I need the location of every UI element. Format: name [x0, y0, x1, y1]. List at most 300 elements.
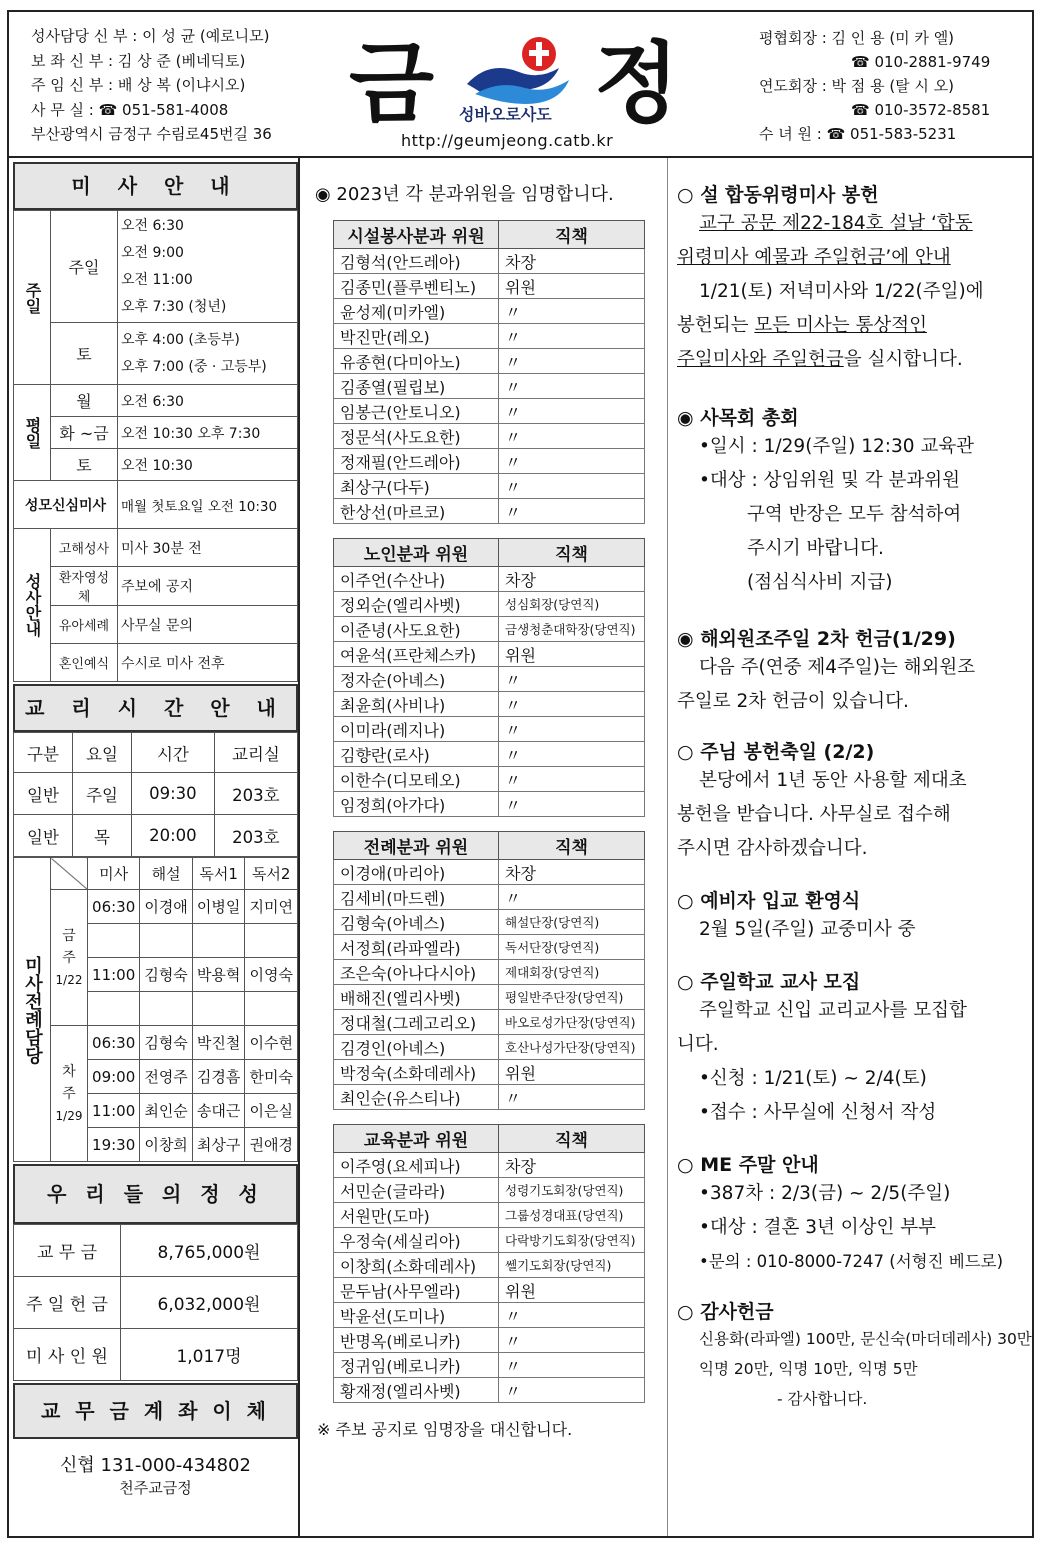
notice-line: 주일로 2차 헌금이 있습니다. — [677, 691, 909, 712]
member-role: 차장 — [499, 860, 645, 885]
account-title: 교 무 금 계 좌 이 체 — [13, 1383, 298, 1439]
tue-fri-label: 화 ~금 — [51, 417, 118, 449]
roles-cell: 06:30 — [88, 1026, 140, 1060]
committee-table — [333, 220, 645, 524]
saturday-times — [118, 323, 298, 385]
monday-time: 오전 6:30 — [118, 385, 298, 417]
member-role: 〃 — [499, 1328, 645, 1353]
notice-body — [677, 994, 1029, 1130]
notice-title: ○ ME 주말 안내 — [677, 1154, 819, 1176]
mass-schedule-table — [13, 210, 298, 682]
notice-line: 다음 주(연중 제4주일)는 해외원조 — [699, 657, 976, 678]
roles-cell: 송대근 — [192, 1094, 245, 1128]
this-week-label — [51, 890, 88, 1026]
table-row — [334, 592, 645, 617]
member-name: 정재필(안드레아) — [334, 449, 499, 474]
roles-header: 해설 — [140, 858, 193, 890]
member-role: 제대회장(당연직) — [499, 960, 645, 985]
catechism-header: 교리실 — [214, 733, 297, 773]
saturday-weekday-label: 토 — [51, 449, 118, 481]
roles-cell: 11:00 — [88, 1094, 140, 1128]
table-row — [334, 1303, 645, 1328]
member-name: 서원만(도마) — [334, 1203, 499, 1228]
member-name: 이경애(마리아) — [334, 860, 499, 885]
table-row — [334, 985, 645, 1010]
middle-column — [305, 162, 667, 1440]
offering-table — [13, 1224, 298, 1381]
member-role: 〃 — [499, 1353, 645, 1378]
member-name: 최인순(유스티나) — [334, 1085, 499, 1110]
table-row — [334, 642, 645, 667]
roles-cell: 권애경 — [245, 1128, 298, 1162]
table-row — [334, 567, 645, 592]
table-row — [334, 349, 645, 374]
member-role: 〃 — [499, 885, 645, 910]
member-role: 독서단장(당연직) — [499, 935, 645, 960]
roles-cell — [245, 924, 298, 958]
roles-cell: 이병일 — [192, 890, 245, 924]
notice-line: 주시면 감사하겠습니다. — [677, 838, 868, 859]
header-left-line: 보 좌 신 부 : 김 상 준 (베네딕토) — [31, 51, 246, 70]
catechism-cell: 일반 — [14, 815, 73, 857]
notice-line: 봉헌되는 — [677, 315, 755, 336]
sacrament-label: 고해성사 — [51, 529, 118, 567]
member-role: 〃 — [499, 349, 645, 374]
member-name: 김형숙(아녜스) — [334, 910, 499, 935]
roles-cell: 최인순 — [140, 1094, 193, 1128]
sacrament-info: 미사 30분 전 — [118, 529, 298, 567]
notice-title: ○ 주님 봉헌축일 (2/2) — [677, 741, 875, 763]
member-name: 한상선(마르코) — [334, 499, 499, 524]
table-row — [334, 860, 645, 885]
member-name: 배해진(엘리사벳) — [334, 985, 499, 1010]
notice-line: •대상 : 결혼 3년 이상인 부부 — [699, 1217, 937, 1238]
roles-cell: 전영주 — [140, 1060, 193, 1094]
notice-line: 본당에서 1년 동안 사용할 제대초 — [699, 770, 967, 791]
member-role: 〃 — [499, 324, 645, 349]
roles-cell — [245, 992, 298, 1026]
member-name: 정외순(엘리사벳) — [334, 592, 499, 617]
header-right-phone: ☎ 010-3572-8581 — [851, 101, 991, 119]
liturgy-roles-table — [13, 857, 298, 1162]
roles-cell: 김형숙 — [140, 1026, 193, 1060]
notice-line: 주시기 바랍니다. — [747, 538, 884, 559]
member-name: 김종민(플루벤티노) — [334, 274, 499, 299]
committee-title: 시설봉사분과 위원 — [334, 221, 499, 249]
notice-line: 구역 반장은 모두 참석하여 — [747, 504, 962, 525]
roles-cell: 11:00 — [88, 958, 140, 992]
table-row — [334, 1178, 645, 1203]
catechism-header: 시간 — [132, 733, 215, 773]
offering-title: 우 리 들 의 정 성 — [13, 1164, 298, 1224]
table-row — [334, 1085, 645, 1110]
account-info — [13, 1439, 298, 1498]
member-name: 정대철(그레고리오) — [334, 1010, 499, 1035]
header-right-phone: ☎ 010-2881-9749 — [851, 53, 991, 71]
notice-line: 신용화(라파엘) 100만, 문신숙(마더데레사) 30만 — [699, 1330, 1032, 1348]
column-divider — [298, 158, 300, 1536]
roles-cell: 이영숙 — [245, 958, 298, 992]
table-row — [334, 667, 645, 692]
appointment-tables — [305, 220, 667, 1403]
notice-body — [677, 207, 1029, 377]
header-right-line: 수 녀 원 : ☎ 051-583-5231 — [759, 125, 957, 143]
notice-line: 위령미사 예물과 주일헌금’에 안내 — [677, 247, 951, 268]
roles-cell — [88, 924, 140, 958]
notice-body — [677, 913, 1029, 947]
header-left-line: 사 무 실 : ☎ 051-581-4008 — [31, 100, 229, 119]
next-week-date: 1/29 — [55, 1108, 83, 1123]
notice-title: ○ 예비자 입교 환영식 — [677, 890, 861, 912]
member-role: 〃 — [499, 692, 645, 717]
table-row — [334, 1253, 645, 1278]
table-row — [334, 1010, 645, 1035]
council-info — [759, 26, 990, 146]
saturday-weekday-time: 오전 10:30 — [118, 449, 298, 481]
sacrament-info: 수시로 미사 전후 — [118, 644, 298, 682]
member-name: 여윤석(프란체스카) — [334, 642, 499, 667]
offering-label: 교 무 금 — [14, 1225, 121, 1277]
roles-cell: 최상구 — [192, 1128, 245, 1162]
member-role: 차장 — [499, 249, 645, 274]
member-role: 위원 — [499, 1060, 645, 1085]
notice-line: 주일미사와 주일헌금 — [677, 349, 844, 370]
notice-line: •일시 : 1/29(주일) 12:30 교육관 — [699, 436, 975, 457]
catechism-cell: 203호 — [214, 815, 297, 857]
member-role: 〃 — [499, 424, 645, 449]
table-row — [334, 274, 645, 299]
roles-cell: 김경흠 — [192, 1060, 245, 1094]
notice-body — [677, 1324, 1032, 1414]
table-row — [334, 960, 645, 985]
notice-title: ○ 주일학교 교사 모집 — [677, 971, 861, 993]
account-number: 신협 131-000-434802 — [60, 1455, 251, 1476]
table-row — [334, 1060, 645, 1085]
role-header: 직책 — [499, 1125, 645, 1153]
roles-cell: 19:30 — [88, 1128, 140, 1162]
role-header: 직책 — [499, 221, 645, 249]
sacrament-info: 주보에 공지 — [118, 567, 298, 606]
catechism-cell: 일반 — [14, 773, 73, 815]
catechism-cell: 주일 — [73, 773, 132, 815]
member-name: 서민순(글라라) — [334, 1178, 499, 1203]
member-role: 〃 — [499, 667, 645, 692]
member-name: 서정희(라파엘라) — [334, 935, 499, 960]
table-row — [334, 1153, 645, 1178]
this-week-text: 금주 — [62, 927, 76, 966]
member-name: 김경인(아녜스) — [334, 1035, 499, 1060]
roles-cell — [140, 992, 193, 1026]
member-name: 임정희(아가다) — [334, 792, 499, 817]
member-role: 바오로성가단장(당연직) — [499, 1010, 645, 1035]
table-row — [334, 717, 645, 742]
notice-line: •387차 : 2/3(금) ~ 2/5(주일) — [699, 1183, 951, 1204]
roles-header: 미사 — [88, 858, 140, 890]
roles-header: 독서2 — [245, 858, 298, 890]
committee-table — [333, 538, 645, 817]
table-row — [334, 792, 645, 817]
roles-cell — [192, 992, 245, 1026]
member-role: 금생청춘대학장(당연직) — [499, 617, 645, 642]
committee-title: 교육분과 위원 — [334, 1125, 499, 1153]
monday-label: 월 — [51, 385, 118, 417]
tue-fri-time: 오전 10:30 오후 7:30 — [118, 417, 298, 449]
member-name: 김종열(필립보) — [334, 374, 499, 399]
notice-line: •문의 : 010-8000-7247 (서형진 베드로) — [699, 1252, 1004, 1271]
table-row — [334, 935, 645, 960]
next-week-label — [51, 1026, 88, 1162]
member-role: 〃 — [499, 717, 645, 742]
roles-cell — [140, 924, 193, 958]
member-role: 차장 — [499, 1153, 645, 1178]
offering-value: 6,032,000원 — [121, 1277, 298, 1329]
member-name: 정귀임(베로니카) — [334, 1353, 499, 1378]
heart-mass-label: 성모신심미사 — [14, 481, 118, 529]
member-role: 쎌기도회장(당연직) — [499, 1253, 645, 1278]
table-row — [334, 617, 645, 642]
header — [9, 12, 1032, 158]
header-left-line: 성사담당 신 부 : 이 성 균 (예로니모) — [31, 27, 270, 45]
logo-char-right: 정 — [594, 32, 680, 135]
notice-line: 2월 5일(주일) 교중미사 중 — [699, 919, 916, 940]
table-row — [334, 742, 645, 767]
notice-line: 1/21(토) 저녁미사와 1/22(주일)에 — [699, 281, 984, 302]
notice-body — [677, 430, 1029, 600]
notice-line: 모든 미사는 통상적인 — [754, 315, 927, 336]
member-name: 윤성제(미카엘) — [334, 299, 499, 324]
catechism-cell: 203호 — [214, 773, 297, 815]
website-link[interactable]: http://geumjeong.catb.kr — [401, 131, 614, 150]
role-header: 직책 — [499, 832, 645, 860]
logo-char-left: 금 — [349, 32, 435, 135]
sacrament-label: 혼인예식 — [51, 644, 118, 682]
table-row — [334, 399, 645, 424]
committee-title: 노인분과 위원 — [334, 539, 499, 567]
member-name: 문두남(사무엘라) — [334, 1278, 499, 1303]
table-row — [334, 449, 645, 474]
header-right-line: 연도회장 : 박 점 용 (탈 시 오) — [759, 77, 955, 95]
roles-cell: 이경애 — [140, 890, 193, 924]
offering-label: 미 사 인 원 — [14, 1329, 121, 1381]
member-name: 이창희(소화데레사) — [334, 1253, 499, 1278]
column-divider — [667, 158, 668, 1536]
member-role: 다락방기도회장(당연직) — [499, 1228, 645, 1253]
member-name: 박정숙(소화데레사) — [334, 1060, 499, 1085]
member-name: 유종현(다미아노) — [334, 349, 499, 374]
table-row — [334, 249, 645, 274]
member-role: 〃 — [499, 767, 645, 792]
member-name: 이주언(수산나) — [334, 567, 499, 592]
header-divider — [9, 156, 1032, 158]
header-left-line: 주 임 신 부 : 배 상 복 (이냐시오) — [31, 76, 246, 94]
notice-body — [677, 651, 1029, 719]
roles-cell: 한미숙 — [245, 1060, 298, 1094]
notice-line: 교구 공문 제22-184호 설날 ‘합동 — [699, 213, 973, 234]
notice-title: ◉ 사목회 총회 — [677, 407, 799, 429]
table-row — [334, 424, 645, 449]
parish-logo-icon — [459, 32, 579, 112]
table-row — [334, 374, 645, 399]
member-role: 〃 — [499, 1085, 645, 1110]
roles-cell: 박진철 — [192, 1026, 245, 1060]
member-name: 김형석(안드레아) — [334, 249, 499, 274]
member-role: 차장 — [499, 567, 645, 592]
catechism-table — [13, 732, 298, 857]
bulletin-page — [7, 10, 1034, 1538]
table-row — [334, 910, 645, 935]
this-week-date: 1/22 — [55, 972, 83, 987]
table-row — [334, 1035, 645, 1060]
member-role: 〃 — [499, 792, 645, 817]
sacrament-group-label: 성사안내 — [14, 529, 51, 682]
notice-line: 을 실시합니다. — [843, 349, 963, 370]
offering-value: 8,765,000원 — [121, 1225, 298, 1277]
member-role: 위원 — [499, 642, 645, 667]
catechism-header: 구분 — [14, 733, 73, 773]
appointment-note: ※ 주보 공지로 임명장을 대신합니다. — [317, 1420, 573, 1439]
table-row — [334, 692, 645, 717]
notice-title: ◉ 해외원조주일 2차 헌금(1/29) — [677, 628, 956, 650]
roles-cell: 이창희 — [140, 1128, 193, 1162]
notice-line: •신청 : 1/21(토) ~ 2/4(토) — [699, 1068, 927, 1089]
notice-title: ○ 감사헌금 — [677, 1301, 774, 1323]
member-role: 성심회장(당연직) — [499, 592, 645, 617]
notice-line: - 감사합니다. — [777, 1390, 868, 1408]
table-row — [334, 474, 645, 499]
notice-line: 익명 20만, 익명 10만, 익명 5만 — [699, 1360, 918, 1378]
mass-time: 오후 7:00 (중 · 고등부) — [121, 358, 267, 375]
member-role: 〃 — [499, 474, 645, 499]
member-role: 호산나성가단장(당연직) — [499, 1035, 645, 1060]
member-name: 이주영(요세피나) — [334, 1153, 499, 1178]
notice-line: 니다. — [677, 1034, 719, 1055]
table-row — [334, 1353, 645, 1378]
roles-cell: 06:30 — [88, 890, 140, 924]
catechism-title: 교 리 시 간 안 내 — [13, 684, 298, 732]
member-role: 〃 — [499, 1303, 645, 1328]
roles-cell: 김형숙 — [140, 958, 193, 992]
member-role: 위원 — [499, 1278, 645, 1303]
member-name: 반명옥(베로니카) — [334, 1328, 499, 1353]
table-row — [334, 499, 645, 524]
member-name: 김향란(로사) — [334, 742, 499, 767]
next-week-text: 차주 — [62, 1063, 76, 1102]
table-row — [334, 1228, 645, 1253]
account-owner: 천주교금정 — [119, 1479, 192, 1497]
notice-line: (점심식사비 지급) — [747, 572, 893, 593]
member-name: 정문석(사도요한) — [334, 424, 499, 449]
mass-time: 오후 7:30 (청년) — [121, 298, 227, 315]
roles-cell: 이은실 — [245, 1094, 298, 1128]
sacrament-label: 유아세례 — [51, 606, 118, 644]
mass-time: 오전 11:00 — [121, 271, 193, 288]
member-role: 〃 — [499, 399, 645, 424]
mass-time: 오전 9:00 — [121, 244, 184, 261]
table-row — [334, 1328, 645, 1353]
member-name: 우정숙(세실리아) — [334, 1228, 499, 1253]
member-role: 그룹성경대표(당연직) — [499, 1203, 645, 1228]
member-name: 박진만(레오) — [334, 324, 499, 349]
weekday-group-label: 평일 — [14, 385, 51, 481]
member-role: 평일반주단장(당연직) — [499, 985, 645, 1010]
notice-line: 봉헌을 받습니다. 사무실로 접수해 — [677, 804, 951, 825]
catechism-cell: 20:00 — [132, 815, 215, 857]
member-name: 정자순(아녜스) — [334, 667, 499, 692]
offering-value: 1,017명 — [121, 1329, 298, 1381]
committee-table — [333, 831, 645, 1110]
sunday-label: 주일 — [51, 211, 118, 323]
committee-title: 전례분과 위원 — [334, 832, 499, 860]
roles-group-label: 미사전례담당 — [14, 858, 51, 1162]
logo-subtitle: 성바오로사도 — [459, 105, 552, 124]
header-right-line: 평협회장 : 김 인 용 (미 카 엘) — [759, 29, 955, 47]
roles-cell: 지미연 — [245, 890, 298, 924]
notice-line: •접수 : 사무실에 신청서 작성 — [699, 1102, 937, 1123]
notice-line: 주일학교 신입 교리교사를 모집합 — [699, 1000, 967, 1021]
member-name: 황재정(엘리사벳) — [334, 1378, 499, 1403]
table-row — [334, 324, 645, 349]
notice-title: ○ 설 합동위령미사 봉헌 — [677, 184, 879, 206]
table-row — [334, 1378, 645, 1403]
member-role: 해설단장(당연직) — [499, 910, 645, 935]
member-name: 김세비(마드렌) — [334, 885, 499, 910]
member-name: 박윤선(도미나) — [334, 1303, 499, 1328]
member-name: 이미라(레지나) — [334, 717, 499, 742]
member-name: 이한수(디모테오) — [334, 767, 499, 792]
roles-cell — [88, 992, 140, 1026]
member-role: 〃 — [499, 374, 645, 399]
member-role: 〃 — [499, 449, 645, 474]
roles-cell: 이수현 — [245, 1026, 298, 1060]
role-header: 직책 — [499, 539, 645, 567]
table-row — [334, 767, 645, 792]
mass-time: 오후 4:00 (초등부) — [121, 331, 240, 348]
member-role: 〃 — [499, 299, 645, 324]
appointment-heading: ◉ 2023년 각 분과위원을 임명합니다. — [315, 184, 614, 205]
member-role: 성령기도회장(당연직) — [499, 1178, 645, 1203]
offering-label: 주 일 헌 금 — [14, 1277, 121, 1329]
table-row — [334, 1203, 645, 1228]
sacrament-info: 사무실 문의 — [118, 606, 298, 644]
roles-cell: 09:00 — [88, 1060, 140, 1094]
mass-time: 오전 6:30 — [121, 217, 184, 234]
member-role: 〃 — [499, 742, 645, 767]
table-row — [334, 299, 645, 324]
catechism-cell: 09:30 — [132, 773, 215, 815]
roles-header: 독서1 — [192, 858, 245, 890]
member-name: 최상구(다두) — [334, 474, 499, 499]
member-role: 〃 — [499, 1378, 645, 1403]
member-name: 임봉근(안토니오) — [334, 399, 499, 424]
sunday-group-label: 주일 — [14, 211, 51, 385]
member-name: 조은숙(아나다시아) — [334, 960, 499, 985]
catechism-cell: 목 — [73, 815, 132, 857]
member-role: 위원 — [499, 274, 645, 299]
header-left-line: 부산광역시 금정구 수림로45번길 36 — [31, 125, 272, 143]
table-row — [334, 885, 645, 910]
member-name: 최윤희(사비나) — [334, 692, 499, 717]
right-column — [677, 162, 1032, 1414]
roles-cell — [192, 924, 245, 958]
roles-cell: 박용혁 — [192, 958, 245, 992]
catechism-header: 요일 — [73, 733, 132, 773]
notice-body — [677, 764, 1029, 866]
sunday-times — [118, 211, 298, 323]
saturday-label: 토 — [51, 323, 118, 385]
notice-body — [677, 1177, 1029, 1279]
mass-guide-title: 미 사 안 내 — [13, 162, 298, 210]
heart-mass-time: 매월 첫토요일 오전 10:30 — [118, 481, 298, 529]
